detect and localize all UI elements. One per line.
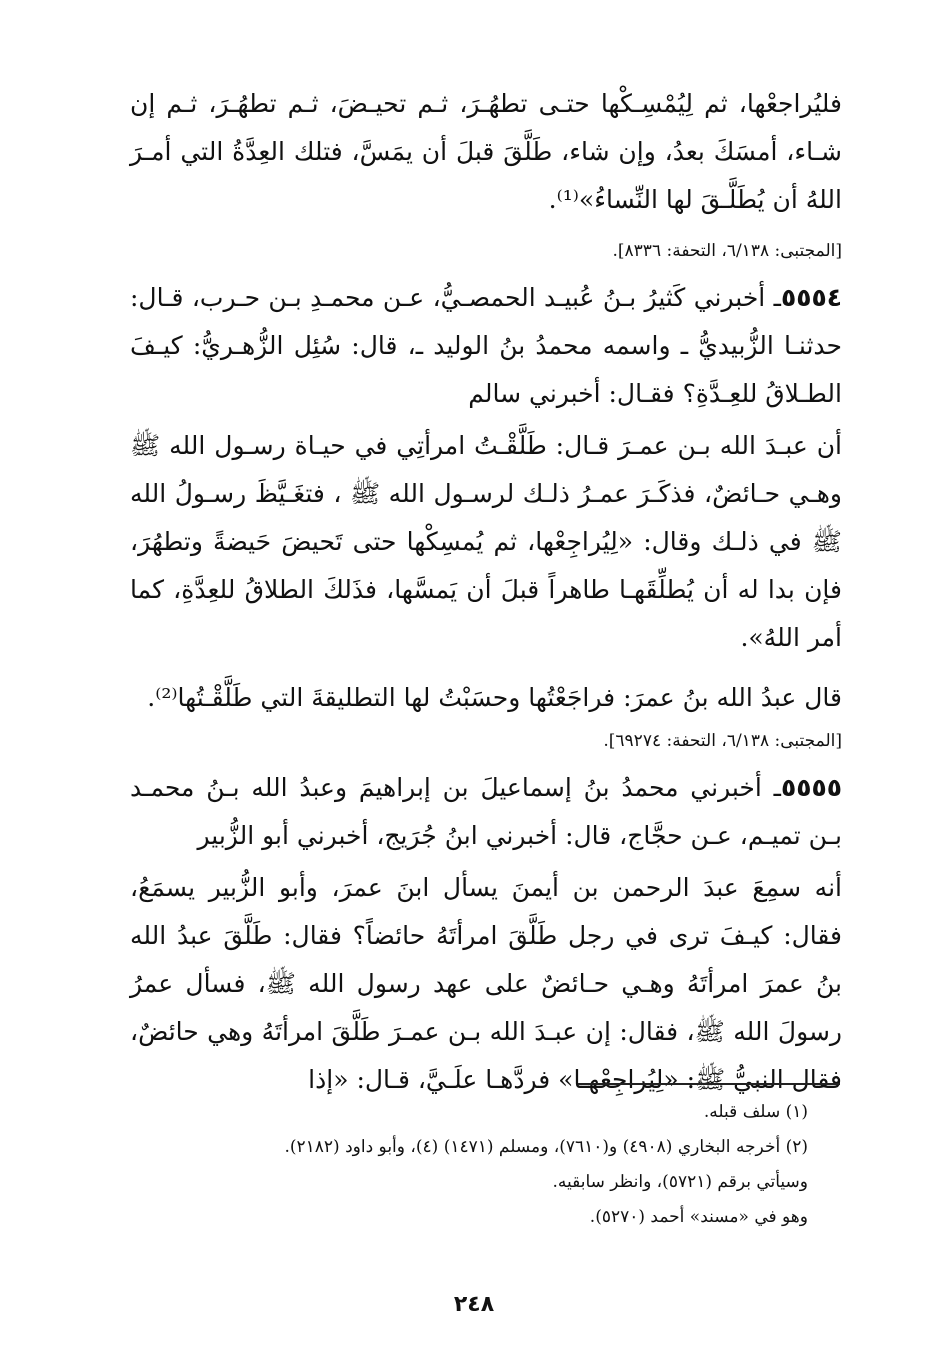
hadith-number: ٥٥٥٤ (780, 283, 842, 312)
paragraph-hadith-matn: أنه سمِعَ عبدَ الرحمن بن أيمنَ يسأل ابنَ عمرَ، وأبو الزُّبير يسمَعُ، فقال: كيـفَ ترى في رجل طَلَّقَ امرأتَهُ حائضاً؟ فقال: طَلَّقَ عبدُ الله بنُ عمرَ امرأتَهُ وهـي حـائضٌ على عهد رسول الله ﷺ، فسأل عمرُ رسولَ الله ﷺ، فقال: إن عبـدَ الله بـن عمـرَ طَلَّقَ امرأتَهُ وهي حائضٌ، فقال النبيُّ ﷺ: «لِيُراجِعْهـا» فردَّهـا علَـيَّ، قـال: «إذا (130, 873, 842, 1094)
hadith-5554-isnad (130, 274, 842, 418)
hadith-isnad-text: ـ أخبرني محمدُ بنُ إسماعيلَ بن إبراهيمَ وعبدُ الله بـنُ محمـد بـن تميـم، عـن حجَّاج، قال: أخبرني ابنُ جُرَيج، أخبرني أبو الزُّبير (130, 773, 842, 850)
paragraph-hadith-matn: أن عبـدَ الله بـن عمـرَ قـال: طَلَّقْـتُ امرأتِي في حيـاة رسـول الله ﷺ وهـي حـائضٌ، فذكَـرَ عمـرُ ذلـك لرسـول الله ﷺ ، فتغَـيَّظَ رسـولُ الله ﷺ في ذلـك وقال: «لِيُراجِعْها، ثم يُمسِكْها حتى تَحيضَ حَيضةً وتطهُرَ، فإن بدا له أن يُطلِّقَهـا طاهراً قبلَ أن يَمسَّها، فذَلكَ الطلاقُ للعِدَّةِ، كما أمر اللهُ». (130, 431, 842, 652)
footnotes (130, 1095, 808, 1235)
footnote-line: وهو في «مسند» أحمد (٥٢٧٠). (589, 1207, 808, 1227)
page-number: ٢٤٨ (453, 1292, 495, 1317)
paragraph-hadith-continuation: فليُراجعْها، ثم لِيُمْسِـكْها حتـى تطهُـرَ، ثـم تحيـضَ، ثـم تطهُـرَ، ثـم إن شـاء، أمسَكَ بعدُ، وإن شاء، طَلَّقَ قبلَ أن يمَسَّ، فتلك العِدَّةُ التي أمـرَ اللهُ أن يُطَلَّـقَ لها النِّساءُ»⁽¹⁾. (130, 89, 842, 214)
paragraph-ibn-umar: قال عبدُ الله بنُ عمرَ: فراجَعْتُها وحسَبْتُ لها التطليقةَ التي طَلَّقْـتُها⁽²⁾. (147, 683, 842, 712)
reference-note: [المجتبى: ٦/١٣٨، التحفة: ٦٩٢٧٤]. (603, 731, 842, 751)
footnote-line: (٢) أخرجه البخاري (٤٩٠٨) و(٧٦١٠)، ومسلم (١٤٧١) (٤)، وأبو داود (٢١٨٢). (284, 1137, 808, 1157)
footnote-divider (578, 1083, 840, 1085)
footnote-line: (١) سلف قبله. (703, 1102, 808, 1122)
hadith-5555-isnad (130, 764, 842, 860)
main-text (130, 80, 842, 1116)
hadith-isnad-text: ـ أخبرني كَثيرُ بـنُ عُبيـد الحمصـيُّ، عـن محمـدِ بـن حـرب، قـال: حدثنـا الزُّبيديُّ ـ واسمه محمدُ بنُ الوليد ـ، قال: سُئِل الزُّهـريُّ: كيـفَ الطـلاقُ للعِـدَّةِ؟ فقـال: أخبرني سالم (130, 283, 842, 408)
reference-note: [المجتبى: ٦/١٣٨، التحفة: ٨٣٣٦]. (612, 241, 842, 261)
hadith-number: ٥٥٥٥ (780, 773, 842, 802)
footnote-line: وسيأتي برقم (٥٧٢١)، وانظر سابقيه. (552, 1172, 808, 1192)
